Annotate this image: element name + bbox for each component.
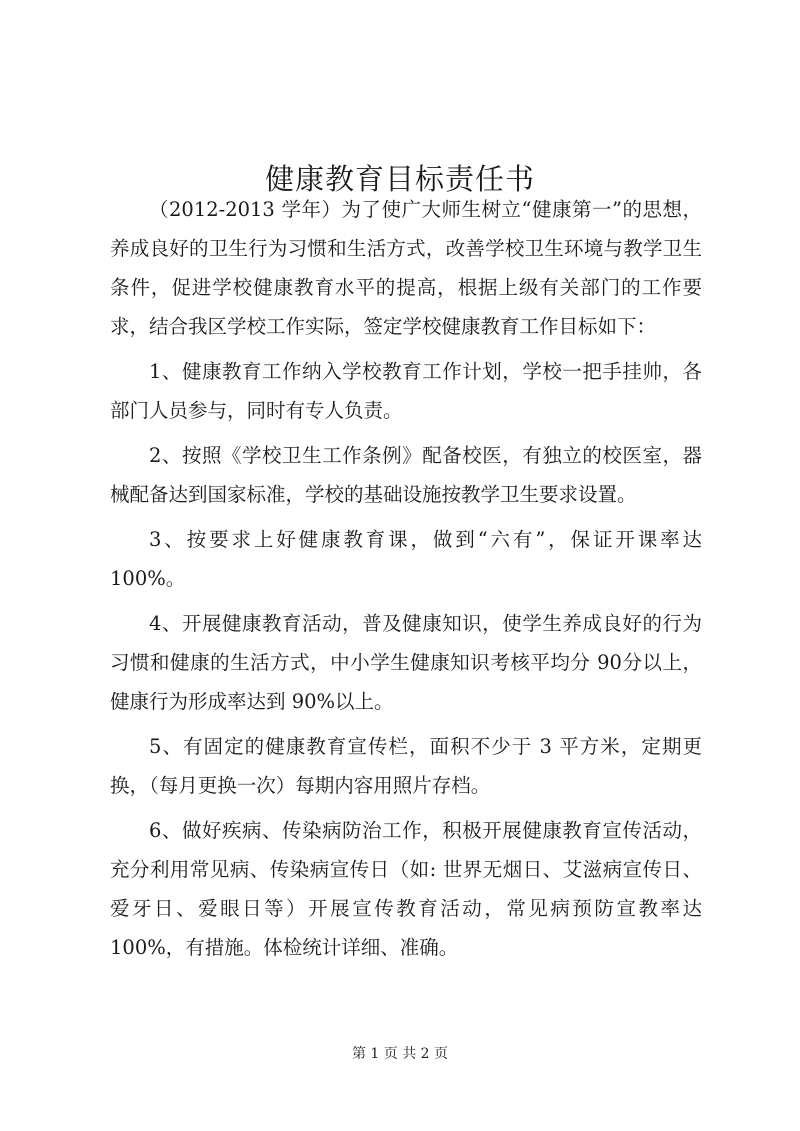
paragraph-item-3: 3、按要求上好健康教育课，做到“六有”，保证开课率达100%。 (110, 528, 702, 590)
paragraph-item-1: 1、健康教育工作纳入学校教育工作计划，学校一把手挂帅，各部门人员参与，同时有专人负责。 (110, 360, 702, 422)
paragraph-item-6: 6、做好疾病、传染病防治工作，积极开展健康教育宣传活动，充分利用常见病、传染病宣传日（如: 世界无烟日、艾滋病宣传日、爱牙日、爱眼日等）开展宣传教育活动，常见病预防宣教率达 100%，有措施。体检统计详细、准确。 (110, 819, 702, 959)
paragraph-item-2: 2、按照《学校卫生工作条例》配备校医，有独立的校医室，器械配备达到国家标准，学校的基础设施按教学卫生要求设置。 (110, 444, 702, 506)
document-body (110, 190, 702, 967)
page-number-footer: 第 1 页 共 2 页 (351, 1046, 449, 1062)
document-title: 健康教育目标责任书 (264, 162, 535, 197)
paragraph-intro: （2012-2013 学年）为了使广大师生树立“健康第一”的思想，养成良好的卫生行为习惯和生活方式，改善学校卫生环境与教学卫生条件，促进学校健康教育水平的提高，根据上级有关部门的工作要求，结合我区学校工作实际，签定学校健康教育工作目标如下： (110, 198, 702, 338)
paragraph-item-4: 4、开展健康教育活动，普及健康知识，使学生养成良好的行为习惯和健康的生活方式，中小学生健康知识考核平均分 90分以上，健康行为形成率达到 90%以上。 (110, 612, 702, 713)
paragraph-item-5: 5、有固定的健康教育宣传栏，面积不少于 3 平方米，定期更换，（每月更换一次）每期内容用照片存档。 (110, 735, 702, 797)
